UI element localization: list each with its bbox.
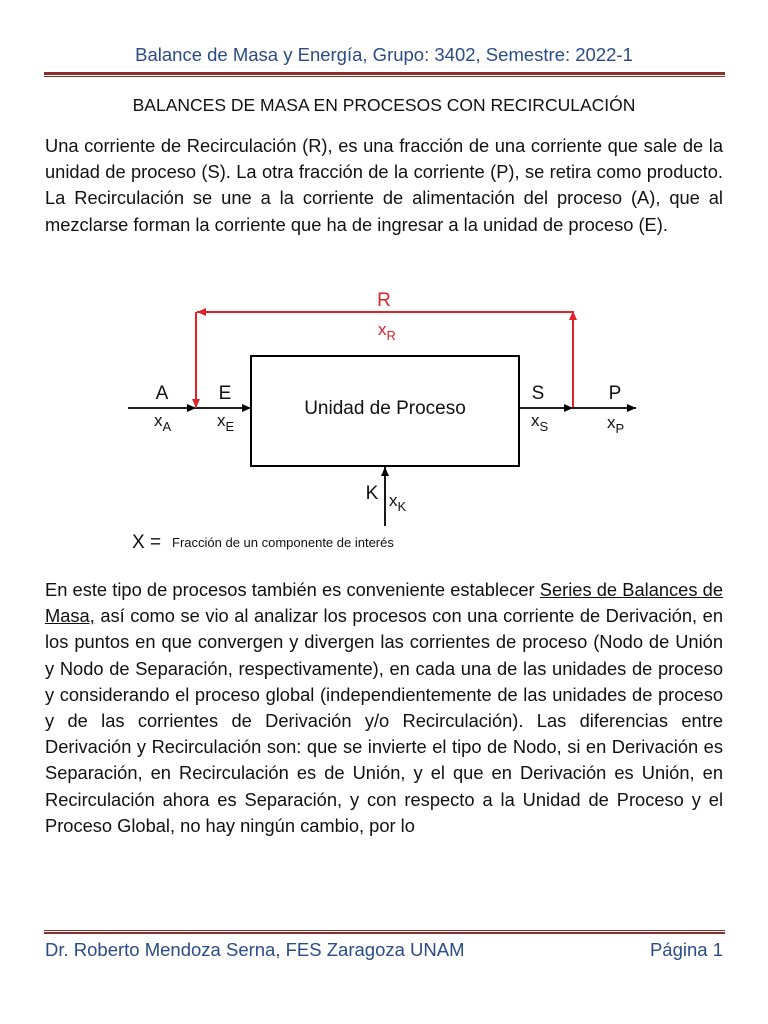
footer-rule (44, 932, 725, 934)
section-title: BALANCES DE MASA EN PROCESOS CON RECIRCULACIÓN (132, 95, 636, 115)
legend-text: Fracción de un componente de interés (172, 535, 394, 550)
page-header: Balance de Masa y Energía, Grupo: 3402, Semestre: 2022-1 (135, 44, 633, 65)
footer-page-number: Página 1 (649, 939, 723, 960)
label-R: R (377, 290, 391, 311)
series-balances-link-text: Series de Balances de Masa, (45, 579, 723, 627)
label-E: E (218, 383, 232, 404)
legend-symbol: X = (132, 532, 162, 553)
recirculation-diagram (120, 280, 660, 555)
paragraph2-after: así como se vio al analizar los procesos con una corriente de Derivación, en los puntos en que convergen y divergen las corrientes de proceso (Nodo de Unión y Nodo de Separación, respectivamente), en cada una de las unidades de proceso y considerando el proceso global (independientemente de las unidades de proceso y de las corrientes de Derivación y/o Recirculación). Las diferencias entre Derivación y Recirculación son: que se invierte el tipo de Nodo, si en Derivación es Separación, en Recirculación es de Unión, y el que en Derivación es Unión, en Recirculación ahora es Separación, y con respecto a la Unidad de Proceso y el Proceso Global, no hay ningún cambio, por lo (45, 605, 723, 836)
label-xR: $x_R$ (378, 320, 396, 343)
process-unit-label: Unidad de Proceso (304, 398, 466, 419)
label-xS: $x_S$ (531, 411, 549, 434)
label-S: S (531, 383, 545, 404)
label-xP: $x_P$ (607, 413, 625, 436)
label-xE: $x_E$ (217, 411, 235, 434)
paragraph2-before: En este tipo de procesos también es conveniente establecer (45, 579, 540, 600)
body-paragraph (45, 577, 723, 839)
header-rule-thin (44, 76, 725, 77)
intro-paragraph: Una corriente de Recirculación (R), es una fracción de una corriente que sale de la unidad de proceso (S). La otra fracción de la corriente (P), se retira como producto. La Recirculación se une a la corriente de alimentación del proceso (A), que al mezclarse forman la corriente que ha de ingresar a la unidad de proceso (E). (45, 135, 723, 235)
header-rule (44, 72, 725, 75)
label-xK: $x_K$ (389, 491, 407, 514)
footer-rule-thin (44, 930, 725, 931)
label-A: A (155, 383, 169, 404)
label-xA: $x_A$ (154, 411, 172, 434)
footer-author: Dr. Roberto Mendoza Serna, FES Zaragoza UNAM (45, 939, 465, 960)
label-P: P (608, 383, 622, 404)
label-K: K (365, 483, 379, 504)
